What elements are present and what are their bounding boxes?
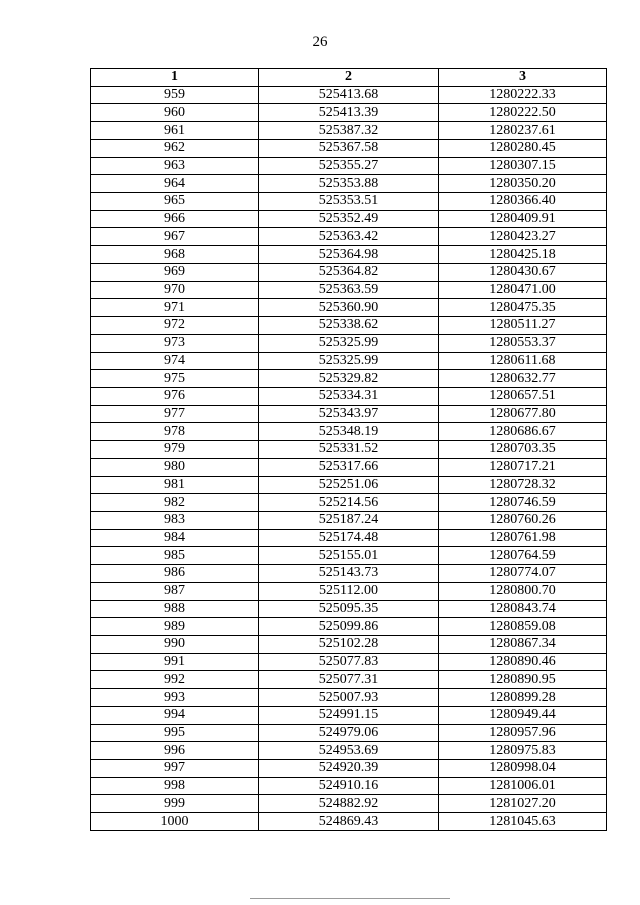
cell-y-coordinate: 1280746.59 <box>439 494 607 512</box>
table-row <box>91 494 607 512</box>
cell-point-number: 991 <box>91 653 259 671</box>
cell-point-number: 986 <box>91 565 259 583</box>
cell-y-coordinate: 1280761.98 <box>439 529 607 547</box>
cell-point-number: 980 <box>91 458 259 476</box>
cell-x-coordinate: 525325.99 <box>259 334 439 352</box>
cell-x-coordinate: 525353.88 <box>259 175 439 193</box>
table-row <box>91 600 607 618</box>
table-row <box>91 122 607 140</box>
cell-y-coordinate: 1280800.70 <box>439 582 607 600</box>
cell-y-coordinate: 1280890.46 <box>439 653 607 671</box>
cell-y-coordinate: 1280890.95 <box>439 671 607 689</box>
cell-point-number: 999 <box>91 795 259 813</box>
cell-y-coordinate: 1280237.61 <box>439 122 607 140</box>
cell-point-number: 973 <box>91 334 259 352</box>
table-row <box>91 813 607 831</box>
cell-y-coordinate: 1280222.50 <box>439 104 607 122</box>
table-row <box>91 387 607 405</box>
cell-x-coordinate: 525329.82 <box>259 370 439 388</box>
cell-point-number: 994 <box>91 706 259 724</box>
table-row <box>91 228 607 246</box>
cell-x-coordinate: 524991.15 <box>259 706 439 724</box>
cell-y-coordinate: 1280632.77 <box>439 370 607 388</box>
cell-x-coordinate: 524920.39 <box>259 760 439 778</box>
table-row <box>91 529 607 547</box>
cell-x-coordinate: 525325.99 <box>259 352 439 370</box>
page-number: 26 <box>312 34 328 50</box>
cell-y-coordinate: 1281045.63 <box>439 813 607 831</box>
table-row <box>91 653 607 671</box>
cell-y-coordinate: 1280728.32 <box>439 476 607 494</box>
table-row <box>91 618 607 636</box>
cell-y-coordinate: 1280957.96 <box>439 724 607 742</box>
cell-y-coordinate: 1280475.35 <box>439 299 607 317</box>
cell-y-coordinate: 1280764.59 <box>439 547 607 565</box>
cell-y-coordinate: 1280717.21 <box>439 458 607 476</box>
cell-x-coordinate: 525331.52 <box>259 441 439 459</box>
cell-point-number: 962 <box>91 139 259 157</box>
cell-point-number: 982 <box>91 494 259 512</box>
cell-x-coordinate: 524953.69 <box>259 742 439 760</box>
table-row <box>91 263 607 281</box>
cell-point-number: 1000 <box>91 813 259 831</box>
cell-x-coordinate: 525343.97 <box>259 405 439 423</box>
cell-x-coordinate: 525174.48 <box>259 529 439 547</box>
cell-x-coordinate: 525317.66 <box>259 458 439 476</box>
cell-x-coordinate: 525338.62 <box>259 317 439 335</box>
cell-y-coordinate: 1281027.20 <box>439 795 607 813</box>
table-row <box>91 317 607 335</box>
cell-point-number: 963 <box>91 157 259 175</box>
cell-y-coordinate: 1280998.04 <box>439 760 607 778</box>
cell-x-coordinate: 525077.31 <box>259 671 439 689</box>
cell-x-coordinate: 524979.06 <box>259 724 439 742</box>
table-row <box>91 689 607 707</box>
cell-y-coordinate: 1280511.27 <box>439 317 607 335</box>
cell-point-number: 984 <box>91 529 259 547</box>
cell-point-number: 995 <box>91 724 259 742</box>
cell-x-coordinate: 525334.31 <box>259 387 439 405</box>
cell-x-coordinate: 525363.59 <box>259 281 439 299</box>
cell-point-number: 996 <box>91 742 259 760</box>
cell-point-number: 960 <box>91 104 259 122</box>
cell-x-coordinate: 525413.68 <box>259 86 439 104</box>
cell-x-coordinate: 524910.16 <box>259 777 439 795</box>
cell-x-coordinate: 525367.58 <box>259 139 439 157</box>
cell-point-number: 979 <box>91 441 259 459</box>
column-header-y-coordinate: 3 <box>439 69 607 87</box>
cell-point-number: 964 <box>91 175 259 193</box>
table-row <box>91 742 607 760</box>
cell-point-number: 961 <box>91 122 259 140</box>
cell-y-coordinate: 1280350.20 <box>439 175 607 193</box>
cell-y-coordinate: 1280657.51 <box>439 387 607 405</box>
cell-x-coordinate: 525355.27 <box>259 157 439 175</box>
cell-y-coordinate: 1280423.27 <box>439 228 607 246</box>
table-row <box>91 671 607 689</box>
cell-x-coordinate: 525007.93 <box>259 689 439 707</box>
cell-point-number: 981 <box>91 476 259 494</box>
cell-point-number: 975 <box>91 370 259 388</box>
cell-x-coordinate: 525352.49 <box>259 210 439 228</box>
table-row <box>91 777 607 795</box>
table-row <box>91 724 607 742</box>
table-body <box>91 86 607 830</box>
cell-y-coordinate: 1280677.80 <box>439 405 607 423</box>
cell-y-coordinate: 1280222.33 <box>439 86 607 104</box>
cell-y-coordinate: 1281006.01 <box>439 777 607 795</box>
cell-y-coordinate: 1280867.34 <box>439 636 607 654</box>
cell-x-coordinate: 525214.56 <box>259 494 439 512</box>
cell-point-number: 998 <box>91 777 259 795</box>
table-row <box>91 210 607 228</box>
cell-point-number: 970 <box>91 281 259 299</box>
cell-point-number: 985 <box>91 547 259 565</box>
cell-x-coordinate: 525187.24 <box>259 511 439 529</box>
cell-point-number: 993 <box>91 689 259 707</box>
table-row <box>91 405 607 423</box>
table-row <box>91 370 607 388</box>
cell-x-coordinate: 525360.90 <box>259 299 439 317</box>
cell-point-number: 990 <box>91 636 259 654</box>
cell-x-coordinate: 525095.35 <box>259 600 439 618</box>
table-row <box>91 334 607 352</box>
cell-y-coordinate: 1280975.83 <box>439 742 607 760</box>
cell-x-coordinate: 525364.82 <box>259 263 439 281</box>
cell-x-coordinate: 525077.83 <box>259 653 439 671</box>
table-row <box>91 246 607 264</box>
cell-point-number: 966 <box>91 210 259 228</box>
cell-y-coordinate: 1280425.18 <box>439 246 607 264</box>
cell-point-number: 959 <box>91 86 259 104</box>
table-row <box>91 511 607 529</box>
table-row <box>91 86 607 104</box>
cell-point-number: 965 <box>91 193 259 211</box>
cell-y-coordinate: 1280307.15 <box>439 157 607 175</box>
table-row <box>91 458 607 476</box>
column-header-point-number: 1 <box>91 69 259 87</box>
cell-y-coordinate: 1280611.68 <box>439 352 607 370</box>
table-row <box>91 157 607 175</box>
cell-x-coordinate: 525364.98 <box>259 246 439 264</box>
cell-y-coordinate: 1280280.45 <box>439 139 607 157</box>
cell-y-coordinate: 1280949.44 <box>439 706 607 724</box>
table-row <box>91 281 607 299</box>
cell-x-coordinate: 525363.42 <box>259 228 439 246</box>
table-row <box>91 175 607 193</box>
cell-y-coordinate: 1280843.74 <box>439 600 607 618</box>
table-row <box>91 193 607 211</box>
cell-point-number: 971 <box>91 299 259 317</box>
cell-y-coordinate: 1280553.37 <box>439 334 607 352</box>
table-row <box>91 582 607 600</box>
cell-y-coordinate: 1280859.08 <box>439 618 607 636</box>
table-header-row <box>91 69 607 87</box>
cell-x-coordinate: 525112.00 <box>259 582 439 600</box>
table-row <box>91 423 607 441</box>
table-row <box>91 299 607 317</box>
cell-y-coordinate: 1280774.07 <box>439 565 607 583</box>
cell-point-number: 983 <box>91 511 259 529</box>
cell-y-coordinate: 1280430.67 <box>439 263 607 281</box>
cell-x-coordinate: 525099.86 <box>259 618 439 636</box>
table-row <box>91 441 607 459</box>
cell-point-number: 974 <box>91 352 259 370</box>
cell-point-number: 976 <box>91 387 259 405</box>
cell-point-number: 978 <box>91 423 259 441</box>
cell-point-number: 989 <box>91 618 259 636</box>
cell-x-coordinate: 525387.32 <box>259 122 439 140</box>
cell-point-number: 997 <box>91 760 259 778</box>
table-row <box>91 139 607 157</box>
cell-point-number: 969 <box>91 263 259 281</box>
cell-x-coordinate: 525143.73 <box>259 565 439 583</box>
table-row <box>91 706 607 724</box>
cell-x-coordinate: 524869.43 <box>259 813 439 831</box>
cell-y-coordinate: 1280760.26 <box>439 511 607 529</box>
cell-x-coordinate: 525348.19 <box>259 423 439 441</box>
cell-y-coordinate: 1280686.67 <box>439 423 607 441</box>
table-row <box>91 547 607 565</box>
table-row <box>91 104 607 122</box>
table-row <box>91 565 607 583</box>
cell-point-number: 972 <box>91 317 259 335</box>
coordinates-table <box>90 68 607 831</box>
cell-x-coordinate: 525251.06 <box>259 476 439 494</box>
cell-x-coordinate: 525353.51 <box>259 193 439 211</box>
cell-point-number: 987 <box>91 582 259 600</box>
cell-point-number: 977 <box>91 405 259 423</box>
cell-point-number: 988 <box>91 600 259 618</box>
cell-point-number: 967 <box>91 228 259 246</box>
table-row <box>91 760 607 778</box>
cell-x-coordinate: 524882.92 <box>259 795 439 813</box>
bottom-rule <box>250 898 450 899</box>
table-row <box>91 352 607 370</box>
cell-y-coordinate: 1280366.40 <box>439 193 607 211</box>
cell-x-coordinate: 525102.28 <box>259 636 439 654</box>
cell-y-coordinate: 1280471.00 <box>439 281 607 299</box>
column-header-x-coordinate: 2 <box>259 69 439 87</box>
cell-y-coordinate: 1280899.28 <box>439 689 607 707</box>
cell-point-number: 992 <box>91 671 259 689</box>
cell-x-coordinate: 525155.01 <box>259 547 439 565</box>
cell-y-coordinate: 1280409.91 <box>439 210 607 228</box>
table-row <box>91 636 607 654</box>
table-row <box>91 476 607 494</box>
cell-y-coordinate: 1280703.35 <box>439 441 607 459</box>
cell-point-number: 968 <box>91 246 259 264</box>
cell-x-coordinate: 525413.39 <box>259 104 439 122</box>
table-row <box>91 795 607 813</box>
